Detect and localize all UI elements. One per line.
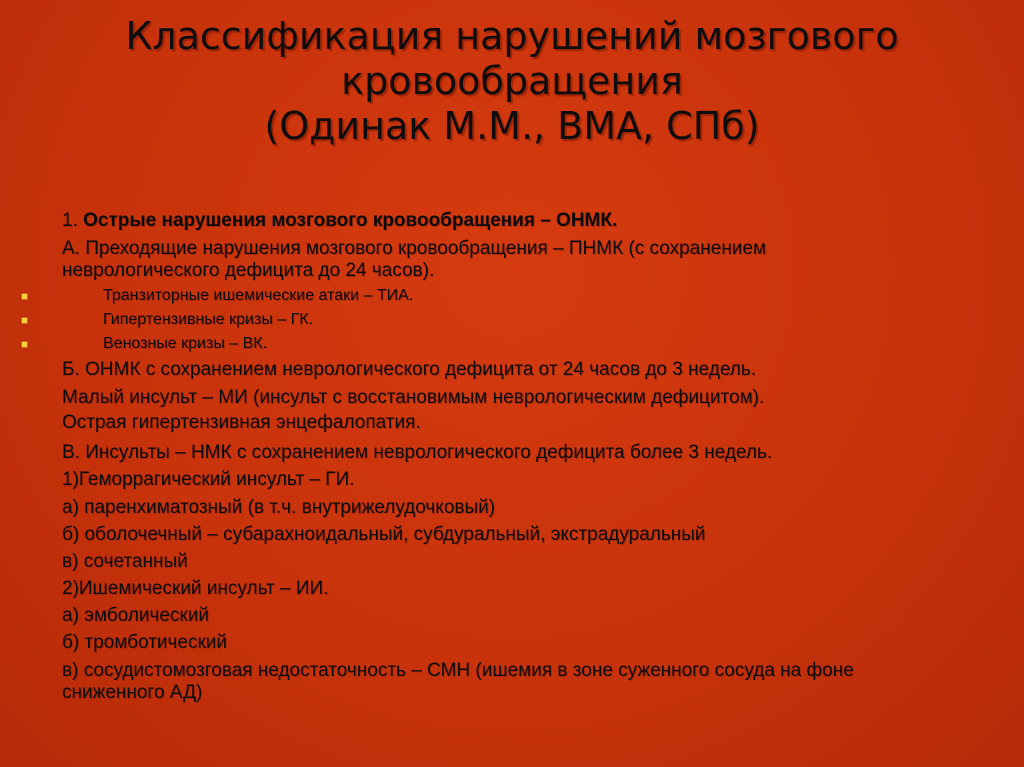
item-1 [62, 210, 617, 231]
bullet-text: Гипертензивные кризы – ГК. [103, 311, 314, 328]
encephalopathy-line: Острая гипертензивная энцефалопатия. [62, 412, 421, 433]
item-1-text: Острые нарушения мозгового кровообращения – ОНМК. [83, 210, 618, 231]
ischemic-b-line: б) тромботический [62, 632, 228, 653]
hemorrhagic-a-line: а) паренхиматозный (в т.ч. внутрижелудочковый) [62, 497, 496, 518]
ischemic-v-line-1: в) сосудистомозговая недостаточность – СМН (ишемия в зоне суженного сосуда на фоне [62, 660, 854, 681]
bullet-square-icon [22, 318, 27, 323]
bullet-square-icon [22, 342, 27, 347]
bullet-text: Венозные кризы – ВК. [103, 335, 268, 352]
bullet-square-icon [22, 294, 27, 299]
ischemic-a-line: а) эмболический [62, 605, 209, 626]
ischemic-v-line-2: сниженного АД) [62, 682, 203, 703]
section-b-line: Б. ОНМК с сохранением неврологического дефицита от 24 часов до 3 недель. [62, 359, 757, 380]
title-line-3: (Одинак М.М., ВМА, СПб) [264, 104, 760, 148]
slide-title [0, 14, 1024, 149]
minor-stroke-line: Малый инсульт – МИ (инсульт с восстановимым неврологическим дефицитом). [62, 387, 765, 408]
item-1-number: 1. [62, 210, 78, 231]
hemorrhagic-v-line: в) сочетанный [62, 551, 188, 572]
hemorrhagic-stroke-line: 1)Геморрагический инсульт – ГИ. [62, 469, 355, 490]
ischemic-stroke-line: 2)Ишемический инсульт – ИИ. [62, 578, 329, 599]
section-a-line-1: А. Преходящие нарушения мозгового кровообращения – ПНМК (с сохранением [62, 238, 767, 259]
section-a-line-2: неврологического дефицита до 24 часов). [62, 260, 435, 281]
section-v-line: В. Инсульты – НМК с сохранением неврологического дефицита более 3 недель. [62, 442, 773, 463]
bullet-text: Транзиторные ишемические атаки – ТИА. [103, 287, 414, 304]
hemorrhagic-b-line: б) оболочечный – субарахноидальный, субдуральный, экстрадуральный [62, 524, 706, 545]
title-line-2: кровообращения [341, 59, 683, 103]
title-line-1: Классификация нарушений мозгового [125, 14, 899, 58]
